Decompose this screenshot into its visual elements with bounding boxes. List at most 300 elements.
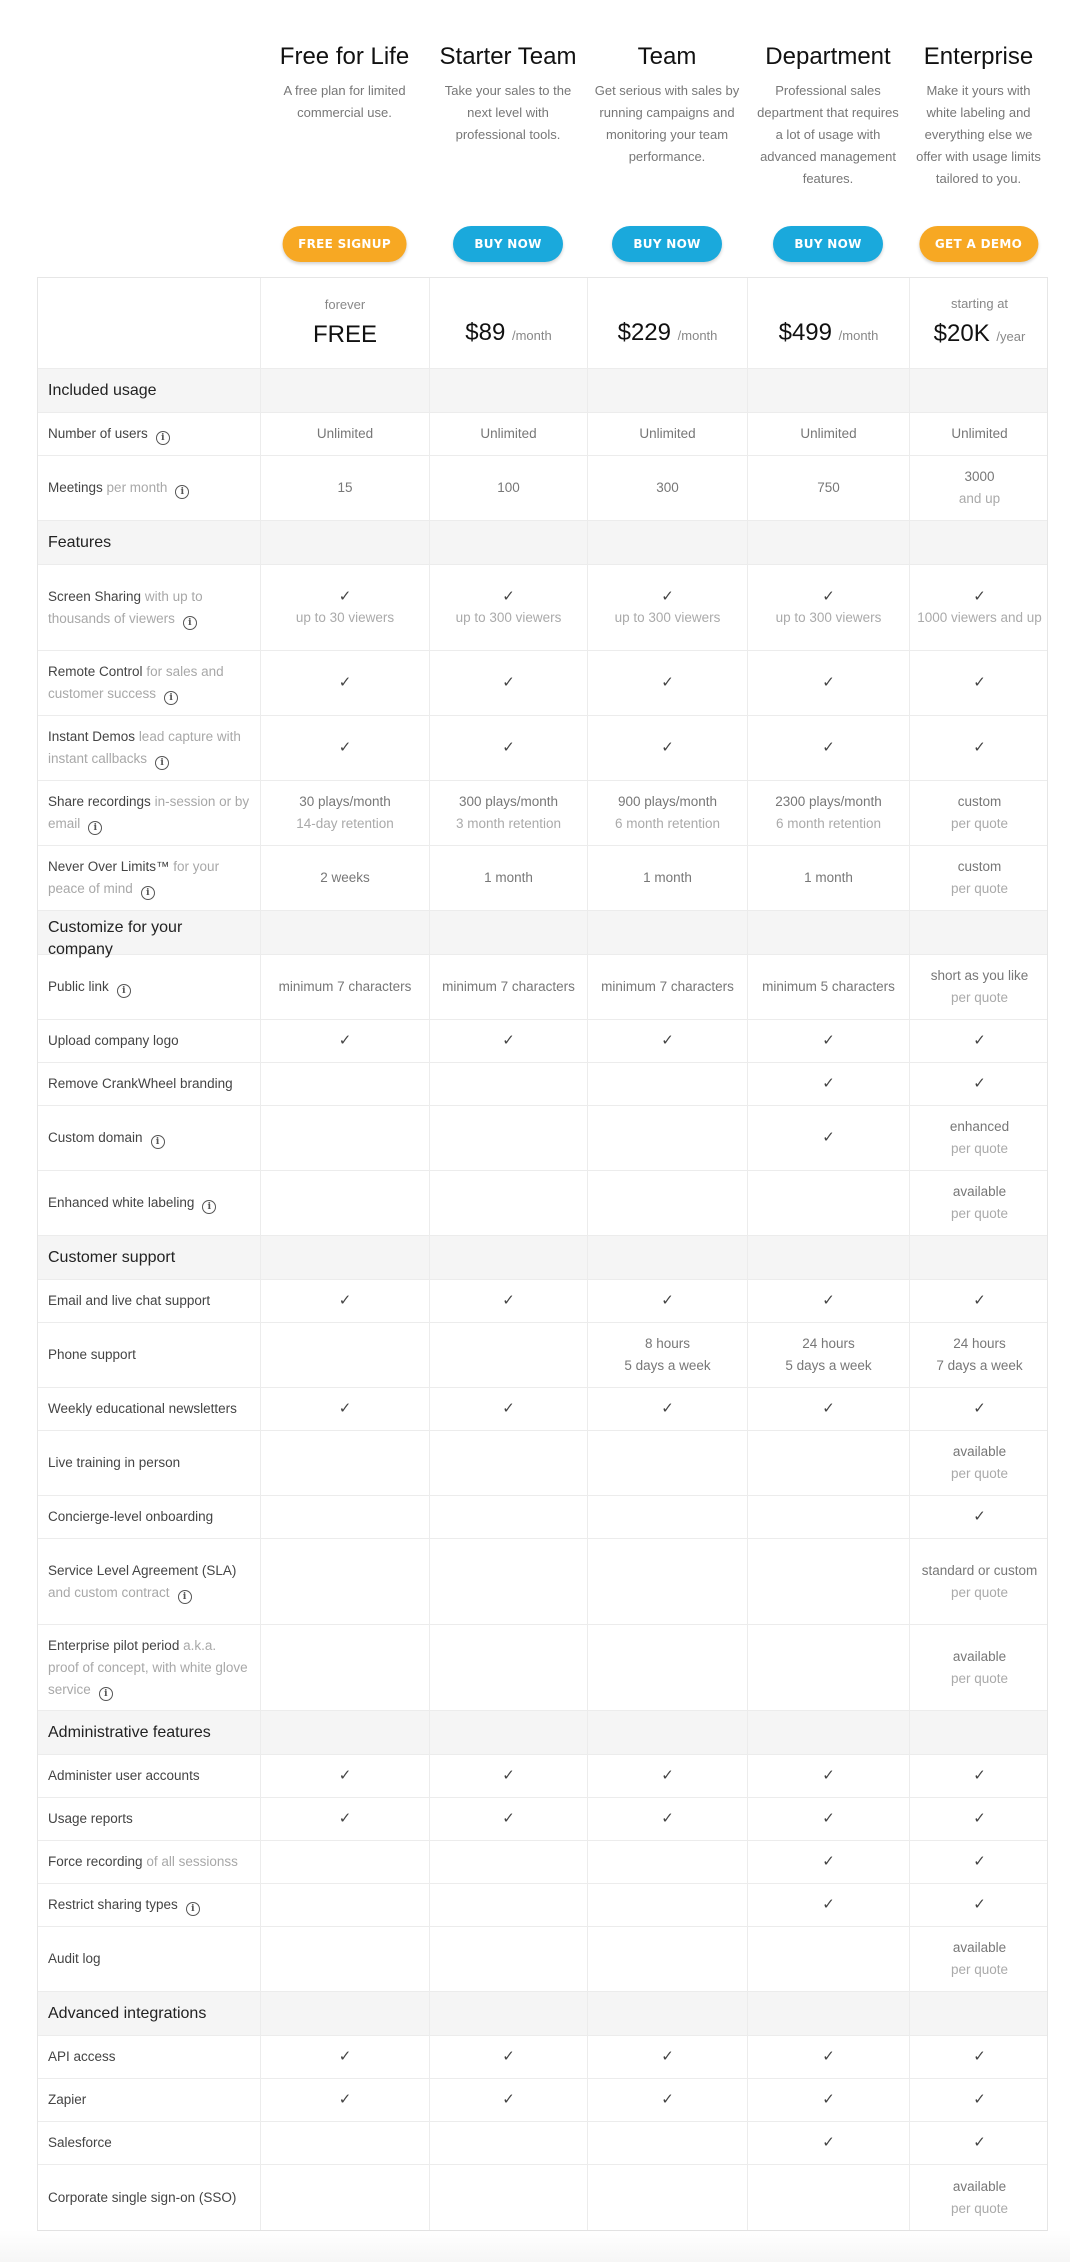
cell-free <box>261 456 430 520</box>
feature-row <box>38 781 1047 846</box>
cell-starter-team <box>430 456 588 520</box>
cell-subtext: per quote <box>950 881 1009 896</box>
feature-note: per month <box>106 480 168 495</box>
section-title: Customize for your company <box>38 911 261 967</box>
cell-enterprise <box>910 1496 1049 1538</box>
section-title: Customer support <box>38 1236 261 1279</box>
feature-row <box>38 1496 1047 1539</box>
cell-starter-team <box>430 955 588 1019</box>
cell-enterprise <box>910 1063 1049 1105</box>
check-icon: ✓ <box>822 1075 835 1092</box>
check-icon: ✓ <box>973 739 986 756</box>
check-icon: ✓ <box>822 739 835 756</box>
feature-label <box>38 846 261 910</box>
section-header-integrations <box>38 1992 1047 2036</box>
section-cell-starter-team <box>430 369 588 412</box>
cell-team <box>588 651 748 715</box>
cell-department <box>748 1280 910 1322</box>
plan-description: Professional sales department that requires a lot of usage with advanced management features. <box>757 83 899 186</box>
cell-subtext: and up <box>958 491 1001 506</box>
check-icon: ✓ <box>502 2048 515 2065</box>
cell-free <box>261 1323 430 1387</box>
cell-enterprise <box>910 955 1049 1019</box>
feature-note: in-session or by email <box>48 794 250 831</box>
cell-department <box>748 1431 910 1495</box>
section-cell-enterprise <box>910 1236 1049 1279</box>
plan-starter-team <box>429 0 587 277</box>
info-icon[interactable]: i <box>141 886 155 900</box>
buy-now-starter-button[interactable]: BUY NOW <box>453 226 563 262</box>
cell-enterprise <box>910 565 1049 650</box>
cell-team <box>588 1431 748 1495</box>
check-icon: ✓ <box>338 1810 352 1827</box>
cell-free <box>261 565 430 650</box>
check-icon: ✓ <box>822 1400 835 1417</box>
free-signup-button[interactable]: FREE SIGNUP <box>282 226 407 262</box>
cell-department <box>748 1539 910 1624</box>
feature-name: Custom domain <box>48 1130 143 1145</box>
cell-enterprise <box>910 456 1049 520</box>
cell-free <box>261 1063 430 1105</box>
buy-now-department-button[interactable]: BUY NOW <box>773 226 883 262</box>
section-cell-enterprise <box>910 1992 1049 2035</box>
cell-subtext: per quote <box>950 1206 1009 1221</box>
feature-row <box>38 2036 1047 2079</box>
feature-row <box>38 2079 1047 2122</box>
feature-row <box>38 1625 1047 1711</box>
feature-name: Administer user accounts <box>48 1768 200 1783</box>
cell-value-secondary: 5 days a week <box>624 1358 711 1373</box>
plan-title: Starter Team <box>439 43 577 70</box>
feature-name: Never Over Limits™ <box>48 859 170 874</box>
price-team <box>588 278 748 368</box>
feature-note: lead capture with instant callbacks <box>48 729 241 766</box>
cell-free <box>261 1755 430 1797</box>
feature-label <box>38 955 261 1019</box>
cell-enterprise <box>910 2122 1049 2164</box>
cell-starter-team <box>430 1841 588 1883</box>
check-icon: ✓ <box>822 1292 835 1309</box>
cell-team <box>588 1798 748 1840</box>
info-icon[interactable]: i <box>117 984 131 998</box>
check-icon: ✓ <box>822 2134 835 2151</box>
plan-title: Team <box>637 43 697 70</box>
cell-free <box>261 1431 430 1495</box>
cell-value: Unlimited <box>316 426 374 441</box>
section-cell-enterprise <box>910 521 1049 564</box>
info-icon[interactable]: i <box>164 691 178 705</box>
info-icon[interactable]: i <box>175 485 189 499</box>
cell-team <box>588 1020 748 1062</box>
cell-enterprise <box>910 1841 1049 1883</box>
check-icon: ✓ <box>502 1400 515 1417</box>
cell-team <box>588 1884 748 1926</box>
cell-team <box>588 1323 748 1387</box>
info-icon[interactable]: i <box>155 756 169 770</box>
cell-department <box>748 2036 910 2078</box>
cell-starter-team <box>430 1927 588 1991</box>
cell-subtext: per quote <box>950 816 1009 831</box>
header-spacer <box>37 0 260 277</box>
cell-starter-team <box>430 2079 588 2121</box>
check-icon: ✓ <box>973 2048 986 2065</box>
cell-free <box>261 1539 430 1624</box>
check-icon: ✓ <box>661 1032 674 1049</box>
cell-department <box>748 1106 910 1170</box>
plan-description: Take your sales to the next level with professional tools. <box>444 83 572 142</box>
feature-name: Usage reports <box>48 1811 133 1826</box>
feature-name: Audit log <box>48 1951 101 1966</box>
feature-label <box>38 1496 261 1538</box>
cell-value: available <box>952 1940 1007 1955</box>
check-icon: ✓ <box>338 1400 352 1417</box>
cell-department <box>748 1020 910 1062</box>
feature-row <box>38 651 1047 716</box>
section-header-admin <box>38 1711 1047 1755</box>
check-icon: ✓ <box>338 1767 352 1784</box>
cell-value-secondary: 5 days a week <box>785 1358 872 1373</box>
section-header-included-usage <box>38 369 1047 413</box>
check-icon: ✓ <box>502 1032 515 1049</box>
cell-enterprise <box>910 1539 1049 1624</box>
feature-name: Force recording <box>48 1854 143 1869</box>
cell-enterprise <box>910 1798 1049 1840</box>
cell-enterprise <box>910 1755 1049 1797</box>
check-icon: ✓ <box>822 1032 835 1049</box>
feature-label <box>38 1755 261 1797</box>
cell-team <box>588 1755 748 1797</box>
feature-name: API access <box>48 2049 116 2064</box>
section-cell-starter-team <box>430 521 588 564</box>
feature-name: Remote Control <box>48 664 143 679</box>
feature-label <box>38 1927 261 1991</box>
section-cell-free <box>261 521 430 564</box>
cell-value: 300 <box>656 480 679 495</box>
cell-enterprise <box>910 1106 1049 1170</box>
feature-name: Remove CrankWheel branding <box>48 1076 233 1091</box>
check-icon: ✓ <box>973 1032 986 1049</box>
section-cell-team <box>588 1992 748 2035</box>
cell-team <box>588 1539 748 1624</box>
cell-enterprise <box>910 1323 1049 1387</box>
feature-row <box>38 2165 1047 2230</box>
info-icon[interactable]: i <box>186 1902 200 1916</box>
cell-department <box>748 955 910 1019</box>
check-icon: ✓ <box>822 1853 835 1870</box>
feature-row <box>38 1431 1047 1496</box>
cell-enterprise <box>910 1280 1049 1322</box>
get-a-demo-button[interactable]: GET A DEMO <box>919 226 1038 262</box>
feature-label <box>38 2079 261 2121</box>
cell-subtext: up to 300 viewers <box>775 609 882 625</box>
cell-free <box>261 781 430 845</box>
price-row <box>38 278 1047 369</box>
cell-starter-team <box>430 1755 588 1797</box>
cell-team <box>588 1388 748 1430</box>
feature-name: Live training in person <box>48 1455 181 1470</box>
cell-starter-team <box>430 1388 588 1430</box>
feature-name: Weekly educational newsletters <box>48 1401 237 1416</box>
info-icon[interactable]: i <box>156 431 170 445</box>
feature-name: Share recordings <box>48 794 151 809</box>
section-cell-enterprise <box>910 369 1049 412</box>
cell-value: available <box>952 1444 1007 1459</box>
cell-department <box>748 1625 910 1710</box>
cell-starter-team <box>430 1063 588 1105</box>
feature-name: Zapier <box>48 2092 87 2107</box>
info-icon[interactable]: i <box>99 1687 113 1701</box>
feature-label <box>38 1323 261 1387</box>
cell-starter-team <box>430 1798 588 1840</box>
section-cell-enterprise <box>910 1711 1049 1754</box>
check-icon: ✓ <box>822 2091 835 2108</box>
check-icon: ✓ <box>822 587 835 605</box>
feature-row <box>38 1388 1047 1431</box>
check-icon: ✓ <box>502 587 515 605</box>
cell-starter-team <box>430 716 588 780</box>
cell-subtext: 6 month retention <box>614 816 721 831</box>
cell-subtext: per quote <box>950 990 1009 1005</box>
section-cell-starter-team <box>430 1992 588 2035</box>
cell-value: 2 weeks <box>320 870 370 885</box>
cell-enterprise <box>910 716 1049 780</box>
check-icon: ✓ <box>822 1767 835 1784</box>
feature-label <box>38 1280 261 1322</box>
buy-now-team-button[interactable]: BUY NOW <box>612 226 722 262</box>
cell-starter-team <box>430 1625 588 1710</box>
feature-label <box>38 565 261 650</box>
price-amount: $499 /month <box>778 318 879 346</box>
section-cell-free <box>261 369 430 412</box>
check-icon: ✓ <box>502 1292 515 1309</box>
feature-row <box>38 716 1047 781</box>
cell-value: 30 plays/month <box>299 794 391 809</box>
feature-name: Restrict sharing types <box>48 1897 178 1912</box>
feature-row <box>38 1171 1047 1236</box>
cell-subtext: per quote <box>950 1962 1009 1977</box>
feature-note: with up to thousands of viewers <box>48 588 203 626</box>
feature-label <box>38 1625 261 1710</box>
cell-team <box>588 781 748 845</box>
feature-label <box>38 456 261 520</box>
plan-description: Make it yours with white labeling and everything else we offer with usage limits tailored to you. <box>916 83 1041 186</box>
cell-starter-team <box>430 1323 588 1387</box>
cell-department <box>748 1927 910 1991</box>
price-prefix: starting at <box>950 295 1009 311</box>
feature-name: Salesforce <box>48 2135 112 2150</box>
feature-row <box>38 1280 1047 1323</box>
feature-name: Meetings <box>48 480 103 495</box>
cell-value: short as you like <box>930 968 1029 983</box>
cell-team <box>588 846 748 910</box>
section-cell-department <box>748 1711 910 1754</box>
check-icon: ✓ <box>822 1129 835 1146</box>
feature-label <box>38 1798 261 1840</box>
check-icon: ✓ <box>661 2048 674 2065</box>
plans-header <box>37 0 1048 277</box>
cell-value: 2300 plays/month <box>775 794 882 809</box>
info-icon[interactable]: i <box>88 821 102 835</box>
cell-enterprise <box>910 1171 1049 1235</box>
check-icon: ✓ <box>338 587 352 605</box>
cell-subtext: 14-day retention <box>296 816 394 831</box>
check-icon: ✓ <box>973 1896 986 1913</box>
feature-note: a.k.a. proof of concept, with white glove service <box>48 1637 248 1697</box>
cell-free <box>261 1280 430 1322</box>
cell-department <box>748 2122 910 2164</box>
feature-label <box>38 1063 261 1105</box>
cell-value: 1 month <box>484 870 533 885</box>
cell-starter-team <box>430 1884 588 1926</box>
price-amount: $20K /year <box>933 319 1026 347</box>
cell-starter-team <box>430 1431 588 1495</box>
price-starter <box>430 278 588 368</box>
feature-label <box>38 2165 261 2230</box>
plan-description: A free plan for limited commercial use. <box>283 83 406 120</box>
cell-department <box>748 2165 910 2230</box>
cell-team <box>588 716 748 780</box>
check-icon: ✓ <box>502 739 515 756</box>
cell-starter-team <box>430 651 588 715</box>
section-header-customize <box>38 911 1047 958</box>
feature-label <box>38 1388 261 1430</box>
cell-value: standard or custom <box>921 1562 1038 1578</box>
price-enterprise <box>910 278 1049 368</box>
cell-team <box>588 1106 748 1170</box>
section-title: Administrative features <box>38 1711 261 1754</box>
cell-free <box>261 2036 430 2078</box>
cell-free <box>261 1020 430 1062</box>
cell-starter-team <box>430 565 588 650</box>
check-icon: ✓ <box>973 2091 986 2108</box>
cell-enterprise <box>910 2165 1049 2230</box>
feature-name: Concierge-level onboarding <box>48 1509 214 1524</box>
cell-subtext: up to 300 viewers <box>614 609 721 625</box>
section-cell-starter-team <box>430 1236 588 1279</box>
cell-enterprise <box>910 651 1049 715</box>
check-icon: ✓ <box>661 739 674 756</box>
section-cell-department <box>748 1992 910 2035</box>
feature-label <box>38 1841 261 1883</box>
feature-label <box>38 781 261 845</box>
cell-free <box>261 651 430 715</box>
cell-team <box>588 565 748 650</box>
cell-value: 100 <box>497 480 520 495</box>
check-icon: ✓ <box>661 2091 674 2108</box>
price-amount: $229 /month <box>617 318 718 346</box>
check-icon: ✓ <box>973 1853 986 1870</box>
cell-enterprise <box>910 781 1049 845</box>
cell-free <box>261 2165 430 2230</box>
comparison-table <box>37 277 1048 2231</box>
info-icon[interactable]: i <box>183 616 197 630</box>
cell-starter-team <box>430 413 588 455</box>
price-row-label <box>38 278 261 368</box>
cell-starter-team <box>430 1539 588 1624</box>
cell-subtext: per quote <box>950 1466 1009 1481</box>
info-icon[interactable]: i <box>151 1135 165 1149</box>
feature-name: Screen Sharing <box>48 588 142 604</box>
cell-value: 900 plays/month <box>617 794 718 809</box>
feature-row <box>38 1539 1047 1625</box>
feature-row <box>38 413 1047 456</box>
check-icon: ✓ <box>822 1896 835 1913</box>
info-icon[interactable]: i <box>202 1200 216 1214</box>
cell-starter-team <box>430 1280 588 1322</box>
cell-starter-team <box>430 2036 588 2078</box>
cell-starter-team <box>430 2122 588 2164</box>
feature-row <box>38 1020 1047 1063</box>
cell-starter-team <box>430 846 588 910</box>
cell-starter-team <box>430 1171 588 1235</box>
section-cell-department <box>748 521 910 564</box>
cell-value: 1 month <box>804 870 853 885</box>
check-icon: ✓ <box>973 1508 986 1525</box>
check-icon: ✓ <box>661 1767 674 1784</box>
cell-value: 24 hours <box>802 1336 855 1351</box>
plan-title: Department <box>765 43 891 70</box>
cell-value-secondary: 7 days a week <box>936 1358 1023 1373</box>
price-period: /month <box>511 327 552 343</box>
cell-free <box>261 1625 430 1710</box>
cell-team <box>588 2079 748 2121</box>
cell-team <box>588 1063 748 1105</box>
cell-subtext: per quote <box>950 1141 1009 1156</box>
feature-label <box>38 413 261 455</box>
cell-enterprise <box>910 1020 1049 1062</box>
check-icon: ✓ <box>973 674 986 691</box>
check-icon: ✓ <box>338 674 352 691</box>
feature-label <box>38 1539 261 1624</box>
info-icon[interactable]: i <box>178 1590 192 1604</box>
plan-title: Free for Life <box>279 43 410 70</box>
cell-department <box>748 1171 910 1235</box>
feature-name: Instant Demos <box>48 729 136 744</box>
cell-subtext: per quote <box>950 1670 1009 1686</box>
section-cell-team <box>588 1711 748 1754</box>
feature-row <box>38 2122 1047 2165</box>
check-icon: ✓ <box>661 1810 674 1827</box>
price-period: /month <box>838 327 879 343</box>
feature-row <box>38 846 1047 911</box>
section-header-support <box>38 1236 1047 1280</box>
cell-value: enhanced <box>949 1119 1010 1134</box>
feature-row <box>38 955 1047 1020</box>
section-cell-free <box>261 1236 430 1279</box>
feature-row <box>38 1841 1047 1884</box>
plan-free <box>260 0 429 277</box>
section-title: Advanced integrations <box>38 1992 261 2035</box>
cell-department <box>748 781 910 845</box>
check-icon: ✓ <box>973 1810 986 1827</box>
cell-enterprise <box>910 1625 1049 1710</box>
cell-value: Unlimited <box>800 426 857 441</box>
cell-department <box>748 1388 910 1430</box>
check-icon: ✓ <box>822 2048 835 2065</box>
cell-subtext: per quote <box>950 1584 1009 1600</box>
cell-department <box>748 1496 910 1538</box>
cell-free <box>261 1496 430 1538</box>
cell-subtext: 6 month retention <box>775 816 882 831</box>
cell-enterprise <box>910 1884 1049 1926</box>
cell-free <box>261 1171 430 1235</box>
cell-department <box>748 716 910 780</box>
section-title: Features <box>38 521 261 564</box>
feature-name: Service Level Agreement (SLA) <box>48 1562 237 1578</box>
cell-free <box>261 413 430 455</box>
check-icon: ✓ <box>973 587 986 605</box>
feature-label <box>38 1020 261 1062</box>
